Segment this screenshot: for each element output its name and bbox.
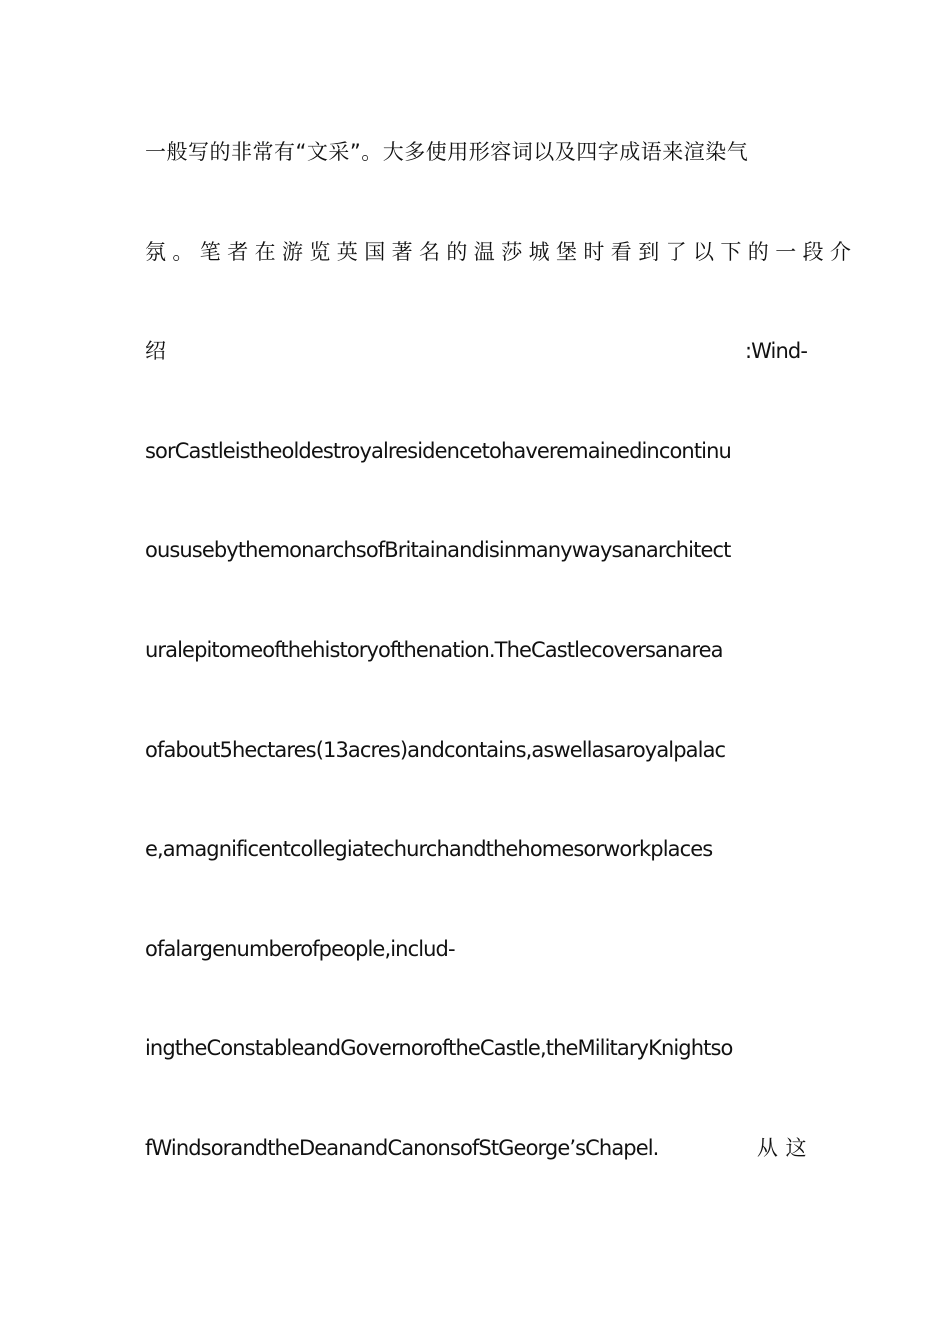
text-line-1: 一般写的非常有“文采”。大多使用形容词以及四字成语来渲染气 [145,140,749,164]
body-text [145,130,858,1226]
text-line-11 [145,1126,807,1226]
text-line-4: sorCastleistheoldestroyalresidencetohaveremainedincontinu [145,438,731,463]
text-line-3-end: :Wind- [744,339,807,364]
text-line-7: ofabout5hectares(13acres)andcontains,aswellasaroyalpalac [145,737,726,762]
text-line-3 [145,329,807,429]
text-line-5: oususebythemonarchsofBritainandisinmanywaysanarchitect [145,538,731,563]
text-line-9: ofalargenumberofpeople,includ- [145,936,455,961]
text-line-2: 氛。笔者在游览英国著名的温莎城堡时看到了以下的一段介 [145,239,858,264]
text-line-11-start: fWindsorandtheDeanandCanonsofStGeorge’sChapel. [145,1135,659,1160]
text-line-11-end: 从 这 [756,1135,807,1160]
text-line-10: ingtheConstableandGovernoroftheCastle,theMilitaryKnightso [145,1036,733,1061]
text-line-6: uralepitomeofthehistoryofthenation.TheCastlecoversanarea [145,637,723,662]
text-line-3-start: 绍 [145,339,166,364]
text-line-8: e,amagnificentcollegiatechurchandthehomesorworkplaces [145,837,713,862]
